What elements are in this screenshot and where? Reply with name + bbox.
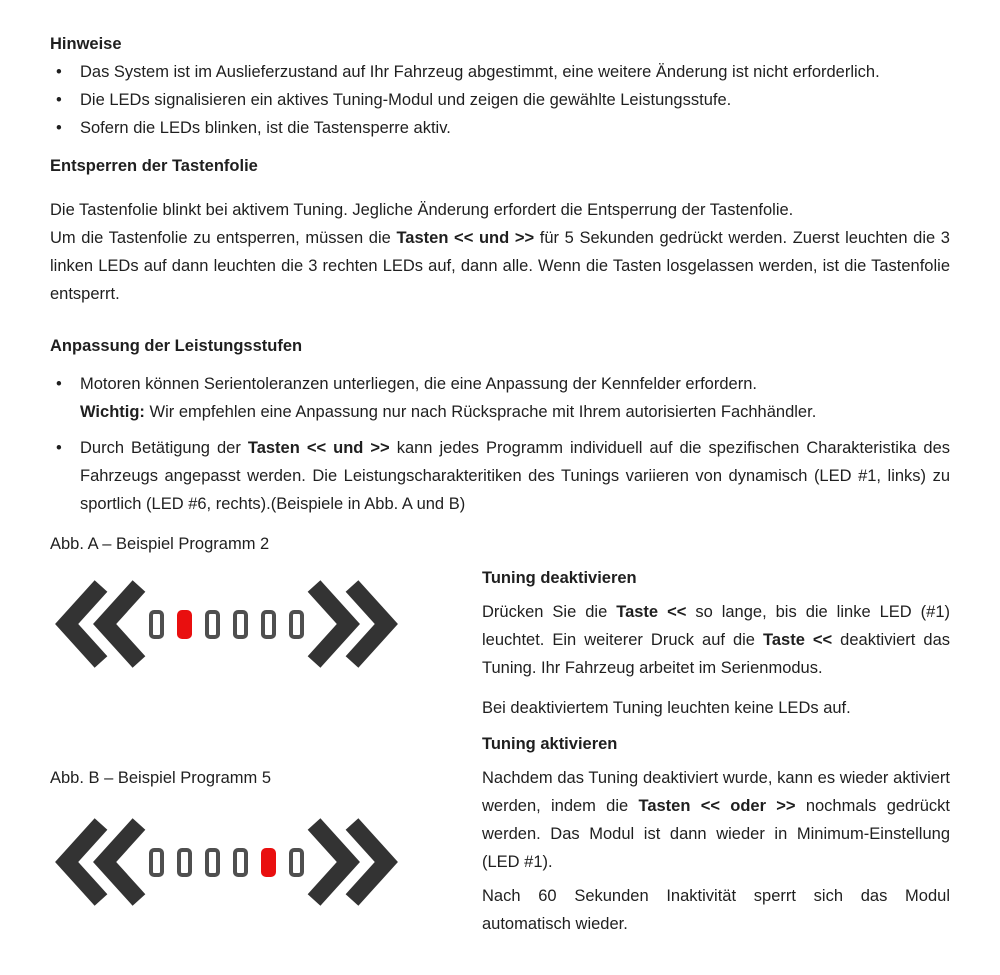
led-2-active bbox=[177, 610, 192, 639]
text-run-bold: Wichtig: bbox=[80, 403, 145, 421]
list-item bbox=[50, 58, 950, 86]
figure-b-caption: Abb. B – Beispiel Programm 5 bbox=[50, 769, 272, 787]
section-heading-anpassung: Anpassung der Leistungsstufen bbox=[50, 337, 303, 355]
paragraph bbox=[482, 598, 950, 682]
led-2 bbox=[177, 848, 192, 877]
text-column bbox=[482, 530, 950, 938]
text-run: Um die Tastenfolie zu entsperren, müssen die bbox=[50, 229, 397, 247]
double-chevron-right-icon bbox=[305, 576, 399, 672]
list-item bbox=[50, 86, 950, 114]
figure-b bbox=[54, 814, 399, 910]
list-item bbox=[50, 434, 950, 518]
text-run: so lange, bis die linke LED (#1) leuchtet. Ein weiterer Druck auf die bbox=[482, 603, 950, 649]
paragraph: Nach 60 Sekunden Inaktivität sperrt sich das Modul automatisch wieder. bbox=[482, 887, 950, 933]
led-3 bbox=[205, 610, 220, 639]
text-run-bold: Taste << bbox=[616, 603, 687, 621]
hinweise-list bbox=[50, 58, 950, 142]
text-run: Durch Betätigung der bbox=[80, 439, 248, 457]
text-run: Wir empfehlen eine Anpassung nur nach Rücksprache mit Ihrem autorisierten Fachhändler. bbox=[144, 403, 817, 421]
anpassung-list bbox=[50, 370, 950, 518]
text-run: nochmals gedrückt werden. Das Modul ist dann wieder in Minimum-Einstellung (LED #1). bbox=[482, 797, 950, 871]
figures-column bbox=[50, 530, 482, 938]
text-run-bold: Tasten << und >> bbox=[396, 229, 535, 247]
led-strip bbox=[149, 848, 304, 877]
section-heading-hinweise: Hinweise bbox=[50, 35, 122, 53]
led-strip bbox=[149, 610, 304, 639]
list-item bbox=[50, 370, 950, 426]
text-run: deaktiviert das Tuning. Ihr Fahrzeug arbeitet im Serienmodus. bbox=[482, 631, 950, 677]
double-chevron-left-icon bbox=[54, 576, 148, 672]
led-4 bbox=[233, 610, 248, 639]
led-3 bbox=[205, 848, 220, 877]
paragraph: Die Tastenfolie blinkt bei aktivem Tuning. Jegliche Änderung erfordert die Entsperrung der Tastenfolie. bbox=[50, 201, 794, 219]
list-item bbox=[50, 114, 950, 142]
text-run: kann jedes Programm individuell auf die spezifischen Charakteristika des Fahrzeugs angepasst werden. Die Leistungscharakteritiken des Tunings variieren von dynamisch (LED #1, links) zu sportlich (LED #6, rechts).(Beispiele in Abb. A und B) bbox=[80, 439, 950, 513]
text-line: • Motoren können Serientoleranzen unterliegen, die eine Anpassung der Kennfelder erfordern. bbox=[80, 375, 757, 393]
figure-a bbox=[54, 576, 399, 672]
bullet-text: Das System ist im Auslieferzustand auf Ihr Fahrzeug abgestimmt, eine weitere Änderung ist nicht erforderlich. bbox=[80, 63, 880, 81]
led-1 bbox=[149, 610, 164, 639]
section-heading-aktivieren: Tuning aktivieren bbox=[482, 735, 618, 753]
section-heading-entsperren: Entsperren der Tastenfolie bbox=[50, 157, 258, 175]
bullet-text: Die LEDs signalisieren ein aktives Tuning-Modul und zeigen die gewählte Leistungsstufe. bbox=[80, 91, 732, 109]
text-run-bold: Taste << bbox=[763, 631, 833, 649]
paragraph bbox=[50, 224, 950, 308]
text-run: für 5 Sekunden gedrückt werden. Zuerst leuchten die 3 linken LEDs auf dann leuchten die 3 rechten LEDs auf, dann alle. Wenn die Tasten losgelassen werden, ist die Tastenfolie entsperrt. bbox=[50, 229, 950, 303]
led-1 bbox=[149, 848, 164, 877]
section-heading-deaktivieren: Tuning deaktivieren bbox=[482, 569, 637, 587]
led-6 bbox=[289, 848, 304, 877]
double-chevron-right-icon bbox=[305, 814, 399, 910]
text-line bbox=[80, 398, 950, 426]
led-5-active bbox=[261, 848, 276, 877]
text-run-bold: Tasten << oder >> bbox=[638, 797, 796, 815]
text-run-bold: Tasten << und >> bbox=[247, 439, 390, 457]
paragraph: Bei deaktiviertem Tuning leuchten keine LEDs auf. bbox=[482, 699, 851, 717]
text-run: Nachdem das Tuning deaktiviert wurde, kann es wieder aktiviert werden, indem die bbox=[482, 769, 950, 815]
figure-a-caption: Abb. A – Beispiel Programm 2 bbox=[50, 535, 270, 553]
text-run: Drücken Sie die bbox=[482, 603, 617, 621]
led-5 bbox=[261, 610, 276, 639]
two-column-area bbox=[50, 530, 950, 938]
bullet-text: Sofern die LEDs blinken, ist die Tastensperre aktiv. bbox=[80, 119, 451, 137]
led-4 bbox=[233, 848, 248, 877]
led-6 bbox=[289, 610, 304, 639]
double-chevron-left-icon bbox=[54, 814, 148, 910]
paragraph bbox=[482, 764, 950, 876]
